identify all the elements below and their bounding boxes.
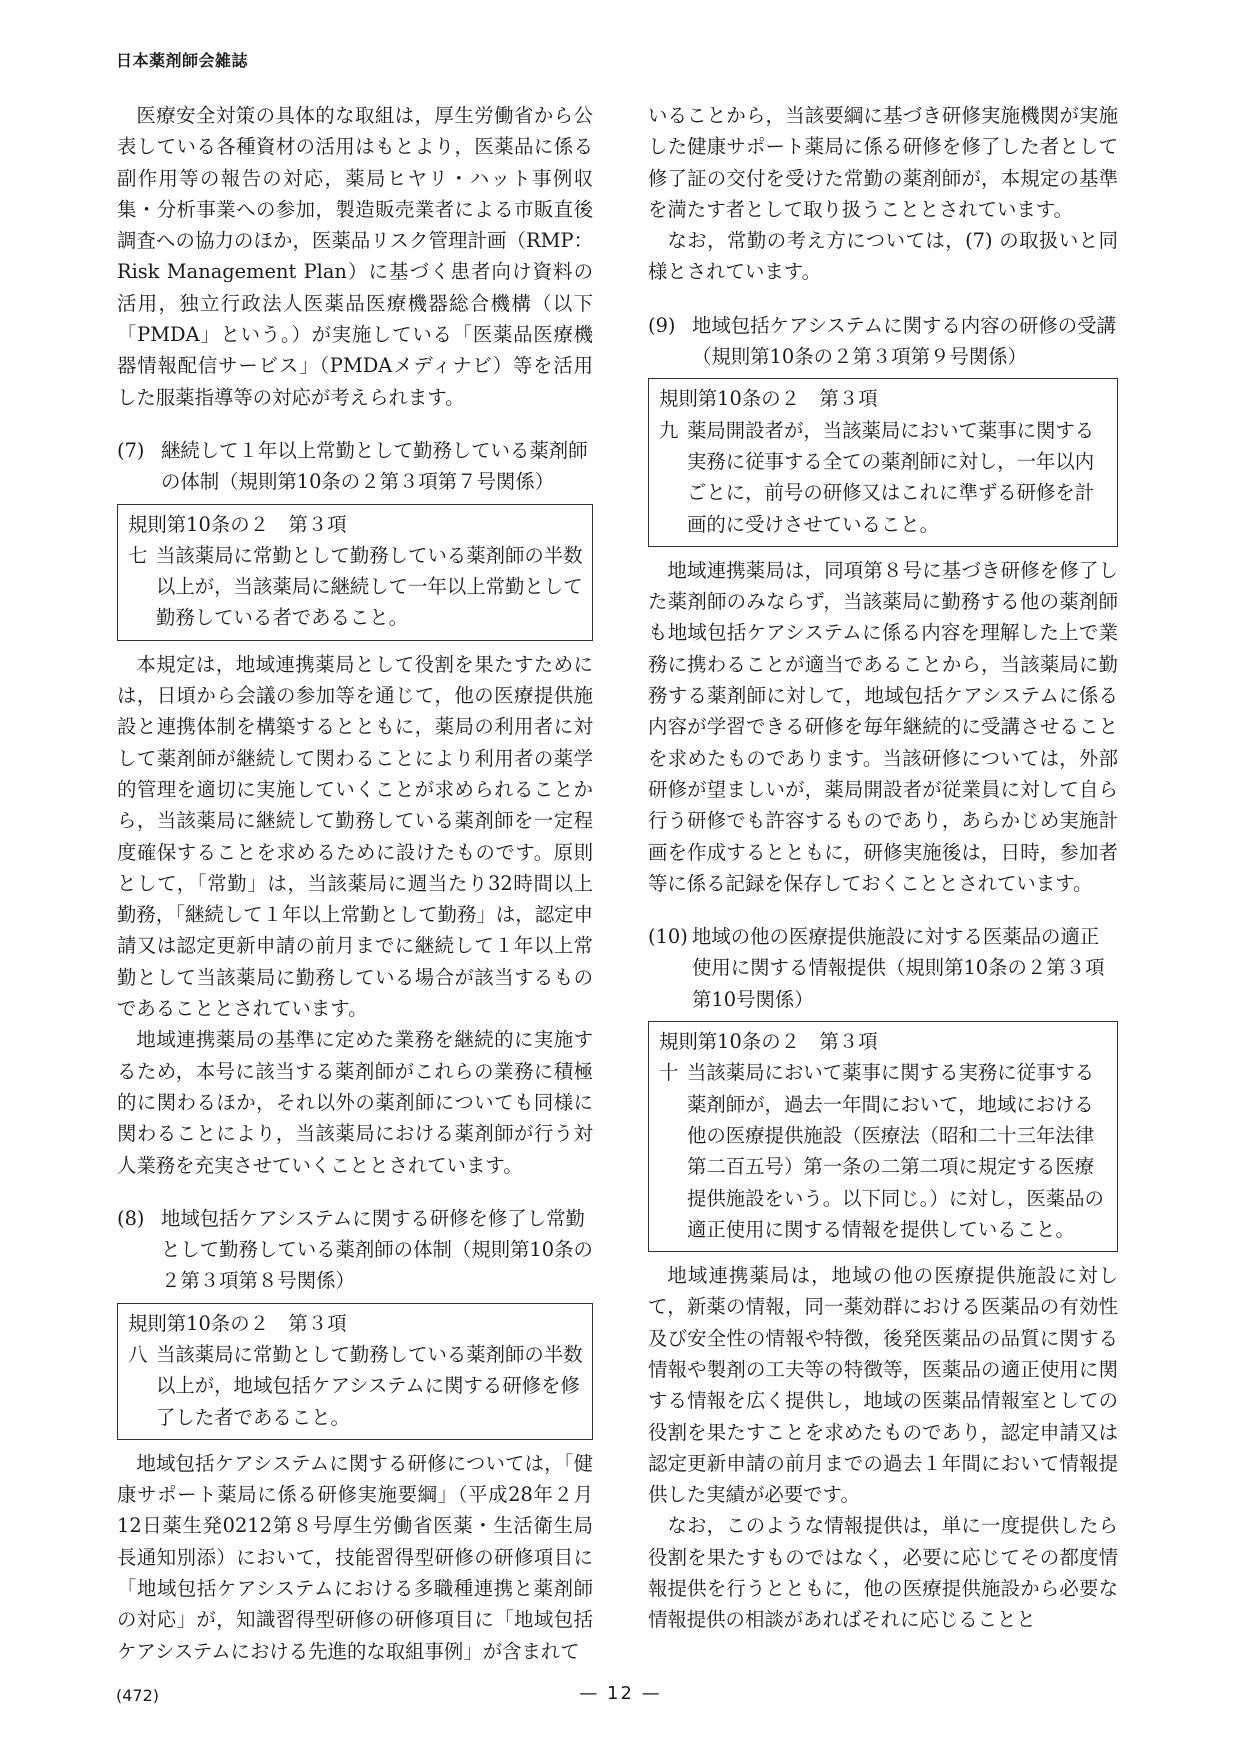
section-number: (10) (648, 925, 688, 949)
rule-text: 当該薬局に常勤として勤務している薬剤師の半数以上が，当該薬局に継続して一年以上常勤として勤務している者であること。 (156, 543, 583, 630)
rule-box-9 (648, 378, 1118, 546)
rule-title: 規則第10条の２ 第３項 (128, 1311, 347, 1335)
rule-item-number: 九 (659, 418, 679, 442)
section-heading-10 (648, 921, 1118, 1015)
rule-body (659, 415, 1109, 540)
section-title: 地域包括ケアシステムに関する内容の研修の受講（規則第10条の２第３項第９号関係） (692, 313, 1116, 369)
paragraph: なお，常勤の考え方については，(7) の取扱いと同様とされています。 (648, 229, 1118, 284)
section-title: 継続して１年以上常勤として勤務している薬剤師の体制（規則第10条の２第３項第７号関係） (161, 438, 588, 494)
rule-text: 当該薬局において薬事に関する実務に従事する薬剤師が，過去一年間において，地域における他の医療提供施設（医療法（昭和二十三年法律第二百五号）第一条の二第二項に規定する医療提供施設をいう。以下同じ。）に対し，医薬品の適正使用に関する情報を提供していること。 (687, 1061, 1104, 1241)
paragraph: 地域包括ケアシステムに関する研修については，「健康サポート薬局に係る研修実施要綱」（平成28年２月12日薬生発0212第８号厚生労働省医薬・生活衛生局長通知別添）において，技能習得型研修の研修項目に「地域包括ケアシステムにおける多職種連携と薬剤師の対応」が，知識習得型研修の研修項目に「地域包括ケアシステムにおける先進的な取組事例」が含まれて (117, 1451, 593, 1663)
rule-body (128, 1339, 584, 1433)
rule-item-number: 八 (128, 1342, 148, 1366)
rule-item-number: 十 (659, 1061, 679, 1085)
paragraph: 地域連携薬局は，地域の他の医療提供施設に対して，新薬の情報，同一薬効群における医薬品の有効性及び安全性の情報や特徴，後発医薬品の品質に関する情報や製剤の工夫等の特徴等，医薬品の適正使用に関する情報を広く提供し，地域の医薬品情報室としての役割を果たすことを求めたものであり，認定申請又は認定更新申請の前月までの過去１年間において情報提供した実績が必要です。 (648, 1264, 1118, 1507)
paragraph: なお，このような情報提供は，単に一度提供したら役割を果たすものではなく，必要に応じてその都度情報提供を行うとともに，他の医療提供施設から必要な情報提供の相談があればそれに応じることと (648, 1514, 1118, 1632)
section-heading-9 (648, 310, 1118, 373)
section-title: 地域の他の医療提供施設に対する医薬品の適正使用に関する情報提供（規則第10条の２第３項第10号関係） (692, 925, 1105, 1011)
rule-text: 当該薬局に常勤として勤務している薬剤師の半数以上が，地域包括ケアシステムに関する研修を修了した者であること。 (156, 1342, 583, 1429)
rule-box-10 (648, 1021, 1118, 1252)
rule-title: 規則第10条の２ 第３項 (659, 1030, 878, 1054)
rule-text: 薬局開設者が，当該薬局において薬事に関する実務に従事する全ての薬剤師に対し，一年以内ごとに，前号の研修又はこれに準ずる研修を計画的に受けさせていること。 (687, 418, 1095, 536)
rule-item-number: 七 (128, 543, 148, 567)
rule-box-7 (117, 504, 593, 641)
right-column (648, 100, 1118, 1636)
rule-box-8 (117, 1303, 593, 1440)
paragraph: 医療安全対策の具体的な取組は，厚生労働省から公表している各種資材の活用はもとより，医薬品に係る副作用等の報告の対応，薬局ヒヤリ・ハット事例収集・分析事業への参加，製造販売業者による市販直後調査への協力のほか，医薬品リスク管理計画（RMP：Risk Management Plan）に基づく患者向け資料の活用，独立行政法人医薬品医療機器総合機構（以下「PMDA」という。）が実施している「医薬品医療機器情報配信サービス」（PMDAメディナビ）等を活用した服薬指導等の対応が考えられます。 (117, 104, 593, 409)
paragraph: 地域連携薬局の基準に定めた業務を継続的に実施するため，本号に該当する薬剤師がこれらの業務に積極的に関わるほか，それ以外の薬剤師についても同様に関わることにより，当該薬局における薬剤師が行う対人業務を充実させていくこととされています。 (117, 1028, 593, 1177)
rule-body (659, 1057, 1109, 1245)
paragraph: 本規定は，地域連携薬局として役割を果たすためには，日頃から会議の参加等を通じて，他の医療提供施設と連携体制を構築するとともに，薬局の利用者に対して薬剤師が継続して関わることにより利用者の薬学的管理を適切に実施していくことが求められることから，当該薬局に継続して勤務している薬剤師を一定程度確保することを求めるために設けたものです。原則として，「常勤」は，当該薬局に週当たり32時間以上勤務，「継続して１年以上常勤として勤務」は，認定申請又は認定更新申請の前月までに継続して１年以上常勤として当該薬局に勤務している場合が該当するものであることとされています。 (117, 652, 593, 1021)
section-title: 地域包括ケアシステムに関する研修を修了し常勤として勤務している薬剤師の体制（規則第10条の２第３項第８号関係） (161, 1206, 593, 1293)
paragraph: 地域連携薬局は，同項第８号に基づき研修を修了した薬剤師のみならず，当該薬局に勤務する他の薬剤師も地域包括ケアシステムに係る内容を理解した上で業務に携わることが適当であることから，当該薬局に勤務する薬剤師に対して，地域包括ケアシステムに係る内容が学習できる研修を毎年継続的に受講させることを求めたものであります。当該研修については，外部研修が望ましいが，薬局開設者が従業員に対して自ら行う研修でも許容するものであり，あらかじめ実施計画を作成するとともに，研修実施後は，日時，参加者等に係る記録を保存しておくこととされています。 (648, 558, 1118, 895)
rule-title: 規則第10条の２ 第３項 (128, 512, 347, 536)
section-number: (8) (117, 1206, 145, 1230)
section-number: (9) (648, 313, 676, 337)
section-heading-8 (117, 1203, 593, 1297)
paragraph: いることから，当該要綱に基づき研修実施機関が実施した健康サポート薬局に係る研修を修了した者として修了証の交付を受けた常勤の薬剤師が，本規定の基準を満たす者として取り扱うこととされています。 (648, 104, 1118, 221)
rule-body (128, 540, 584, 634)
page-number: — 12 — (579, 1683, 662, 1704)
page-code: (472) (116, 1686, 160, 1705)
rule-title: 規則第10条の２ 第３項 (659, 387, 878, 411)
section-number: (7) (117, 438, 145, 462)
journal-title: 日本薬剤師会雑誌 (116, 51, 249, 70)
left-column (117, 100, 593, 1667)
section-heading-7 (117, 435, 593, 498)
